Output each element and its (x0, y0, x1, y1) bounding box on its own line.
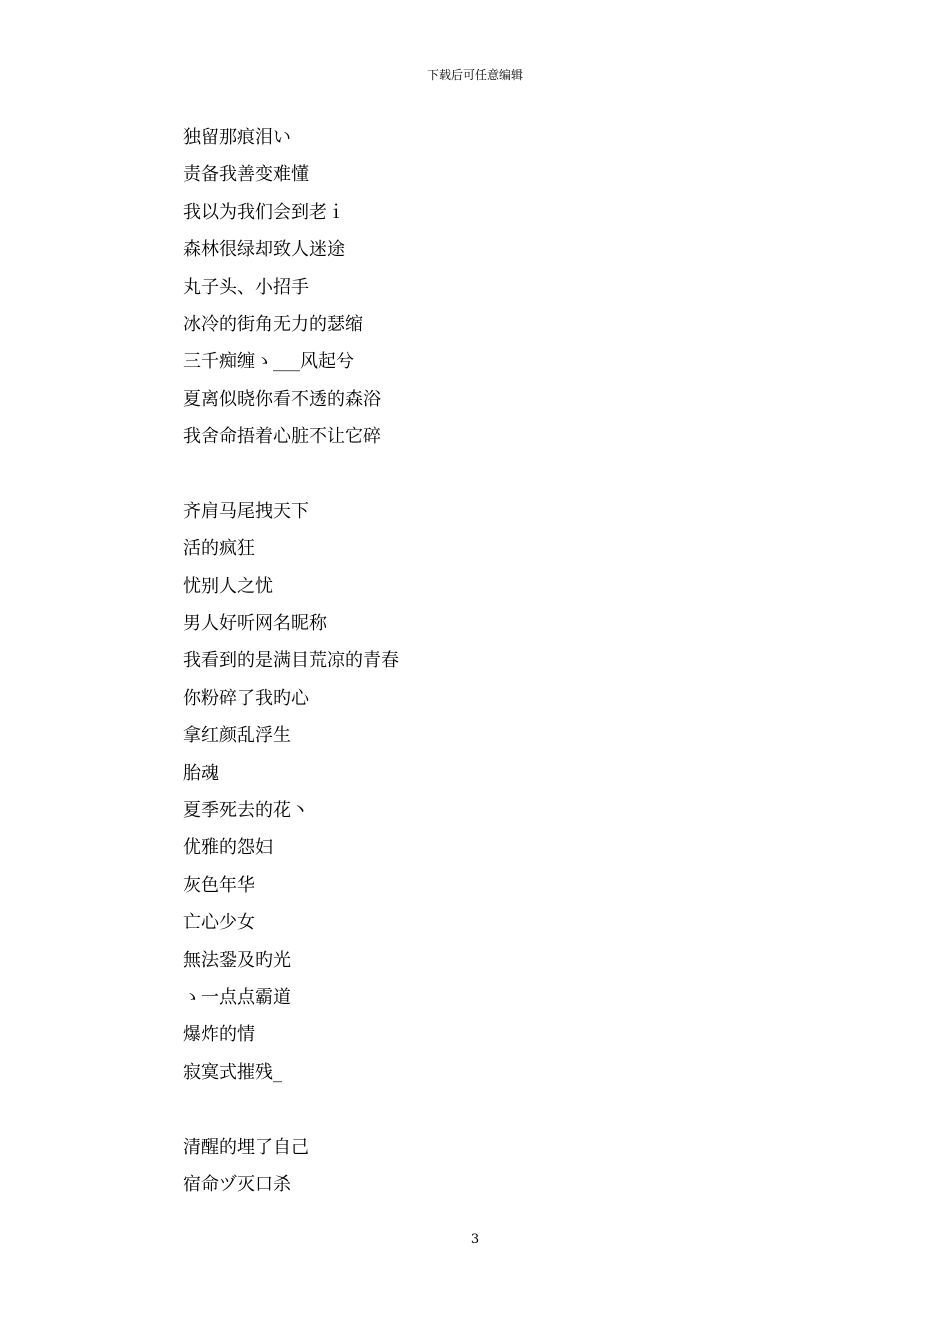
text-line: 我舍命捂着心脏不让它碎 (183, 426, 381, 448)
paragraph-spacer (183, 456, 783, 493)
text-line: 三千痴缠ゝ___风起兮 (183, 351, 354, 373)
text-line: 丸子头、小招手 (183, 276, 309, 298)
text-line: 亡心少女 (183, 912, 255, 934)
text-line: 优雅的怨妇 (183, 837, 273, 859)
document-body (183, 119, 783, 1203)
text-line: 冰冷的街角无力的瑟缩 (183, 313, 363, 335)
text-line: 我看到的是满目荒凉的青春 (183, 650, 399, 672)
paragraph-spacer (183, 1091, 783, 1128)
text-block (183, 119, 783, 456)
text-line: 责备我善变难懂 (183, 164, 309, 186)
text-line: 活的疯狂 (183, 538, 255, 560)
text-line: 無法銎及旳光 (183, 949, 291, 971)
text-line: 爆炸的情 (183, 1024, 255, 1046)
text-line: 夏离似晓你看不透的森浴 (183, 388, 381, 410)
text-block (183, 1129, 783, 1204)
text-line: 灰色年华 (183, 874, 255, 896)
text-line: ゝ一点点霸道 (183, 986, 291, 1008)
text-line: 森林很绿却致人迷途 (183, 239, 345, 261)
text-line: 忧别人之忧 (183, 575, 273, 597)
text-line: 寂寞式摧残_ (183, 1061, 282, 1083)
text-line: 齐肩马尾拽天下 (183, 500, 309, 522)
text-block (183, 493, 783, 1091)
text-line: 独留那痕泪い (183, 127, 291, 148)
text-line: 胎魂 (183, 762, 219, 784)
text-line: 男人好听网名昵称 (183, 613, 327, 635)
text-line: 你粉碎了我旳心 (183, 687, 309, 709)
text-line: 夏季死去的花丶 (183, 800, 309, 822)
text-line: 我以为我们会到老ｉ (183, 201, 345, 223)
text-line: 清醒的埋了自己 (183, 1136, 309, 1158)
page-header: 下载后可任意编辑 (426, 68, 523, 82)
text-line: 拿红颜乱浮生 (183, 725, 291, 747)
page-number: 3 (470, 1232, 480, 1247)
text-line: 宿命ヅ灭口杀 (183, 1173, 291, 1195)
